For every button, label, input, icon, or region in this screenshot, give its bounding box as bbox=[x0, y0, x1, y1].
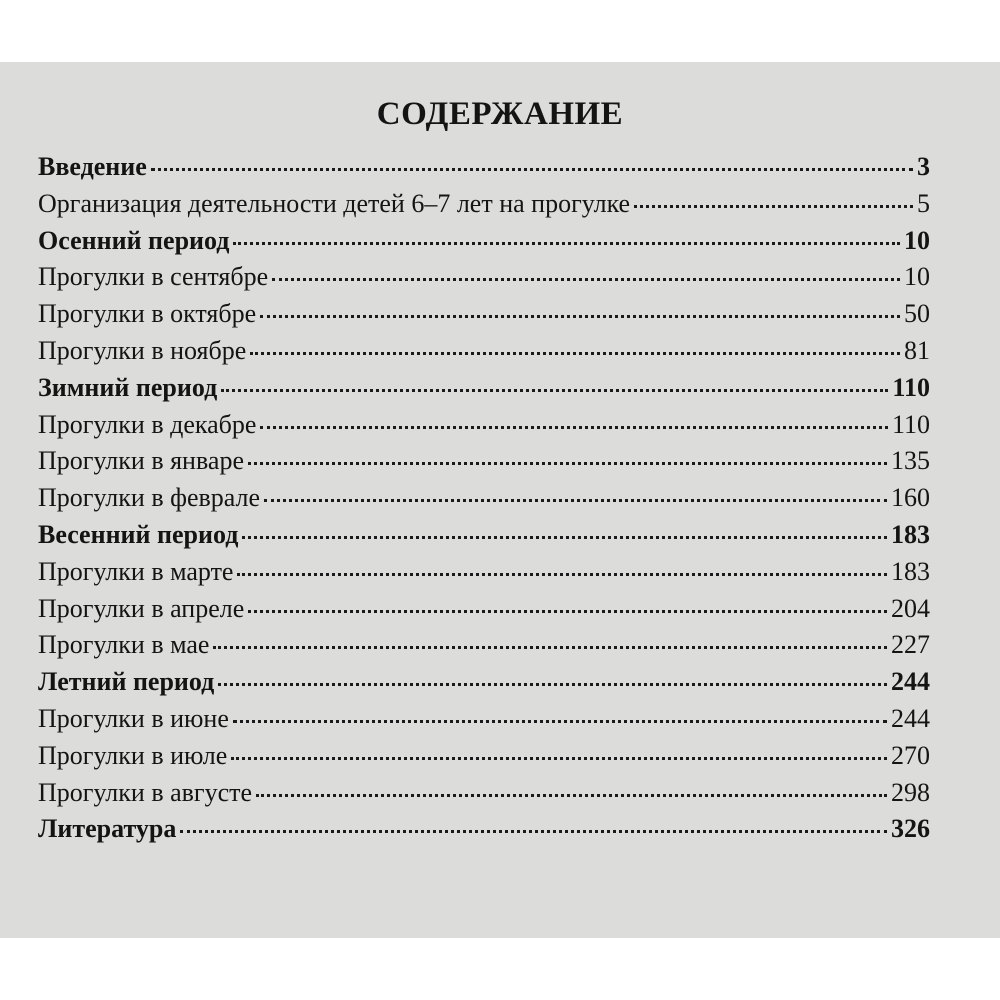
toc-entry bbox=[38, 520, 930, 557]
toc-entry-label: Прогулки в июле bbox=[38, 740, 228, 770]
toc-entry bbox=[38, 741, 930, 778]
toc-page-number: 10 bbox=[904, 262, 930, 292]
toc-entry bbox=[38, 630, 930, 667]
toc-entry-label: Прогулки в июне bbox=[38, 703, 229, 733]
toc-entry-label: Зимний период bbox=[38, 372, 218, 402]
dot-leader bbox=[634, 205, 913, 208]
toc-page-number: 3 bbox=[917, 152, 930, 181]
toc-entry bbox=[38, 336, 930, 373]
toc-entry-label: Прогулки в декабре bbox=[38, 409, 257, 439]
dot-leader bbox=[233, 720, 887, 723]
toc-entry-label: Прогулки в ноябре bbox=[38, 335, 247, 365]
toc-entry bbox=[38, 299, 930, 336]
dot-leader bbox=[248, 610, 887, 613]
dot-leader bbox=[248, 462, 887, 465]
toc-entry bbox=[38, 446, 930, 483]
toc-entry bbox=[38, 594, 930, 631]
toc-page-number: 10 bbox=[904, 225, 930, 255]
toc-page-number: 110 bbox=[892, 372, 930, 402]
toc-page-number: 244 bbox=[891, 667, 930, 697]
toc-entry-label: Осенний период bbox=[38, 225, 230, 255]
toc-entry-label: Прогулки в феврале bbox=[38, 483, 261, 513]
toc-entry bbox=[38, 704, 930, 741]
toc-page-number: 183 bbox=[891, 556, 930, 586]
toc-page-number: 5 bbox=[917, 188, 930, 218]
toc-entry bbox=[38, 262, 930, 299]
dot-leader bbox=[218, 683, 887, 686]
toc-entry-label: Прогулки в марте bbox=[38, 556, 234, 586]
dot-leader bbox=[213, 646, 887, 649]
dot-leader bbox=[233, 242, 900, 245]
toc-entry-label: Прогулки в январе bbox=[38, 446, 244, 476]
toc-entry-label: Литература bbox=[38, 814, 177, 844]
toc-page-number: 298 bbox=[891, 777, 930, 807]
toc-page-number: 326 bbox=[891, 814, 930, 844]
toc-page-number: 244 bbox=[891, 703, 930, 733]
toc-page-number: 135 bbox=[891, 446, 930, 476]
toc-entry bbox=[38, 483, 930, 520]
dot-leader bbox=[237, 573, 887, 576]
page-title: СОДЕРЖАНИЕ bbox=[376, 96, 624, 132]
dot-leader bbox=[242, 536, 887, 539]
toc-entry-label: Прогулки в августе bbox=[38, 777, 253, 807]
toc-page-number: 50 bbox=[904, 299, 930, 329]
toc-entry bbox=[38, 373, 930, 410]
toc-entry-label: Прогулки в сентябре bbox=[38, 262, 269, 292]
dot-leader bbox=[272, 278, 900, 281]
dot-leader bbox=[260, 426, 888, 429]
toc-entry-label: Весенний период bbox=[38, 519, 239, 549]
toc-entry-label: Прогулки в октябре bbox=[38, 299, 257, 329]
toc-entry-label: Прогулки в апреле bbox=[38, 593, 245, 623]
dot-leader bbox=[151, 168, 913, 171]
toc-entry bbox=[38, 667, 930, 704]
toc-entry-label: Организация деятельности детей 6–7 лет на прогулке bbox=[38, 188, 631, 218]
toc-entry bbox=[38, 557, 930, 594]
toc-entry bbox=[38, 410, 930, 447]
toc-entry bbox=[38, 814, 930, 851]
dot-leader bbox=[221, 389, 888, 392]
toc-page-number: 183 bbox=[891, 519, 930, 549]
toc-entry bbox=[38, 226, 930, 263]
dot-leader bbox=[260, 315, 900, 318]
toc-entry-label: Введение bbox=[38, 152, 147, 181]
toc-page-number: 227 bbox=[891, 630, 930, 660]
dot-leader bbox=[264, 499, 887, 502]
toc-page-number: 110 bbox=[891, 409, 930, 439]
toc-entry-label: Прогулки в мае bbox=[38, 630, 210, 660]
table-of-contents bbox=[38, 152, 930, 851]
toc-page-number: 270 bbox=[891, 740, 930, 770]
toc-entry bbox=[38, 152, 930, 189]
dot-leader bbox=[250, 352, 900, 355]
dot-leader bbox=[231, 757, 887, 760]
toc-entry bbox=[38, 189, 930, 226]
toc-entry bbox=[38, 778, 930, 815]
toc-page-number: 81 bbox=[904, 335, 930, 365]
dot-leader bbox=[180, 830, 887, 833]
toc-page-number: 160 bbox=[891, 483, 930, 513]
toc-entry-label: Летний период bbox=[38, 667, 215, 697]
dot-leader bbox=[256, 794, 887, 797]
toc-page-number: 204 bbox=[891, 593, 930, 623]
